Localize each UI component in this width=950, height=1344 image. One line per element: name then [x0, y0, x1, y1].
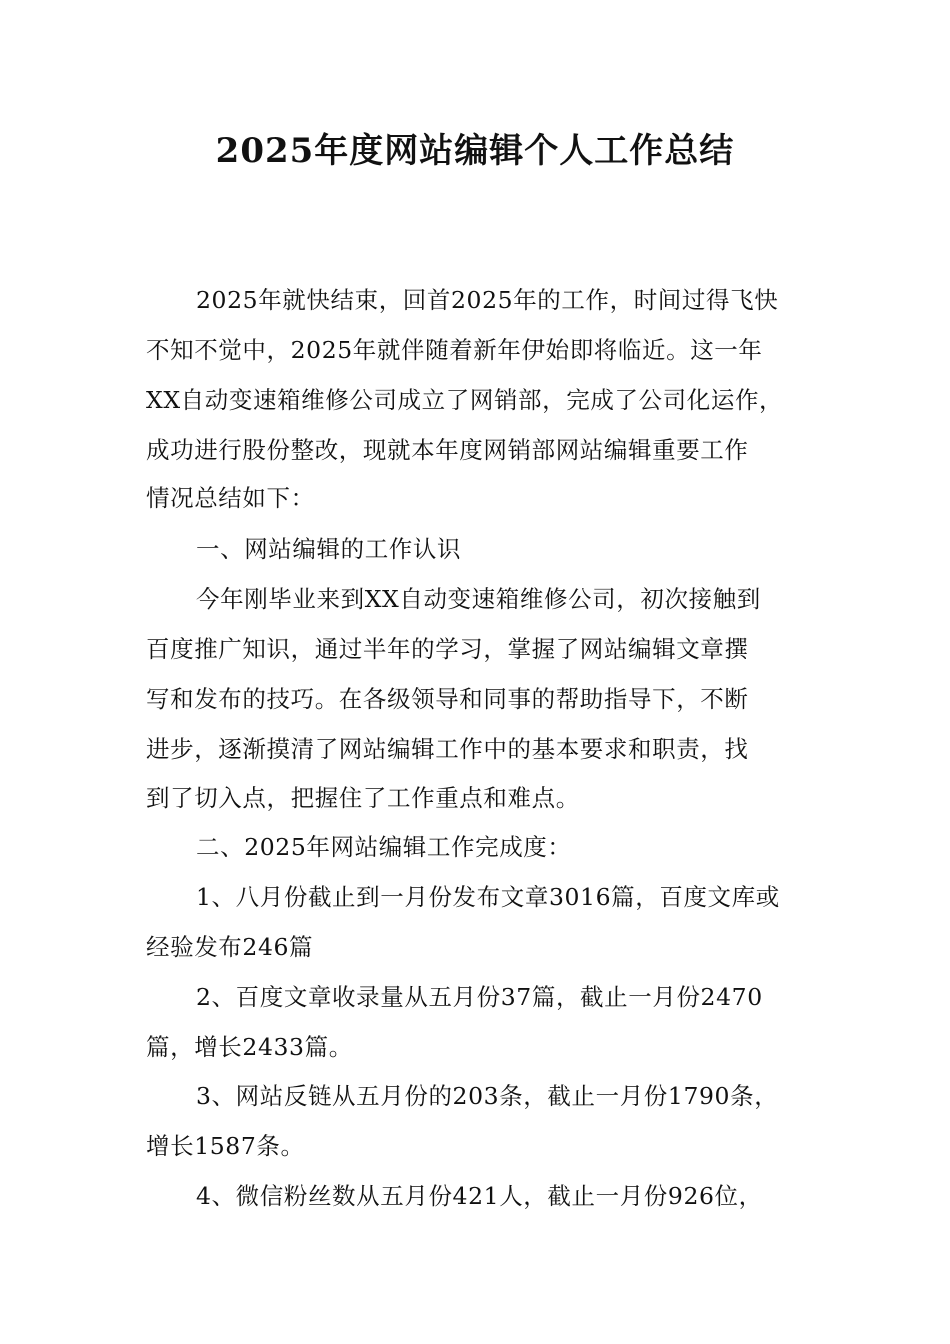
paragraph-line: 进步，逐渐摸清了网站编辑工作中的基本要求和职责，找: [146, 735, 749, 763]
paragraph-line: XX自动变速箱维修公司成立了网销部，完成了公司化运作，: [146, 386, 784, 414]
paragraph-line: 成功进行股份整改，现就本年度网销部网站编辑重要工作: [146, 436, 749, 464]
section-heading: 一、网站编辑的工作认识: [196, 535, 462, 563]
paragraph-line: 不知不觉中，2025年就伴随着新年伊始即将临近。这一年: [146, 336, 763, 364]
list-item-line: 2、百度文章收录量从五月份37篇，截止一月份2470: [196, 983, 763, 1011]
paragraph-line: 今年刚毕业来到XX自动变速箱维修公司，初次接触到: [196, 585, 761, 613]
document-title: 2025年度网站编辑个人工作总结: [215, 131, 735, 171]
paragraph-line: 百度推广知识，通过半年的学习，掌握了网站编辑文章撰: [146, 635, 749, 663]
list-item-line: 篇，增长2433篇。: [146, 1033, 353, 1061]
list-item-line: 经验发布246篇: [146, 933, 314, 961]
paragraph-line: 情况总结如下：: [146, 484, 315, 512]
section-heading: 二、2025年网站编辑工作完成度：: [196, 833, 572, 861]
paragraph-line: 2025年就快结束，回首2025年的工作，时间过得飞快: [196, 286, 779, 314]
list-item-line: 1、八月份截止到一月份发布文章3016篇，百度文库或: [196, 883, 780, 911]
list-item-line: 3、网站反链从五月份的203条，截止一月份1790条，: [196, 1082, 779, 1110]
list-item-line: 增长1587条。: [146, 1132, 305, 1160]
paragraph-line: 写和发布的技巧。在各级领导和同事的帮助指导下，不断: [146, 685, 749, 713]
list-item-line: 4、微信粉丝数从五月份421人，截止一月份926位，: [196, 1182, 763, 1210]
paragraph-line: 到了切入点，把握住了工作重点和难点。: [146, 784, 580, 812]
